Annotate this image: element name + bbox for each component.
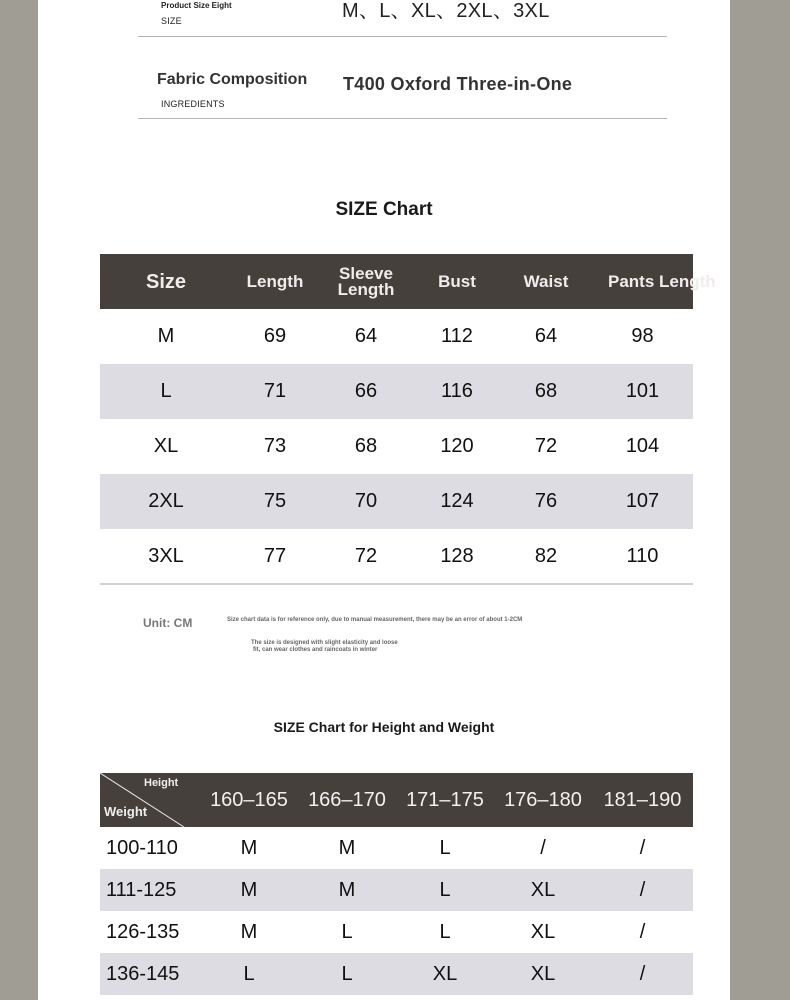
table-cell: L <box>439 878 451 901</box>
height-weight-table <box>100 773 693 995</box>
table-cell: 82 <box>534 544 558 567</box>
fabric-label-sub: INGREDIENTS <box>161 99 225 109</box>
table-cell: L <box>439 920 451 943</box>
size-label-sub: SIZE <box>161 16 182 26</box>
table-cell: L <box>341 962 353 985</box>
table-cell: 101 <box>625 380 660 402</box>
table-cell: 64 <box>534 325 558 347</box>
table-cell: 128 <box>440 544 474 567</box>
header-height-range: 176–180 <box>504 788 582 811</box>
table-cell: M <box>157 325 175 347</box>
size-label-top: Product Size Eight <box>161 1 232 10</box>
fit-note-line-2: fit, can wear clothes and raincoats in winter <box>253 647 378 653</box>
table-cell: M <box>240 920 258 943</box>
table-cell: L <box>439 836 451 859</box>
table-cell: XL <box>530 878 556 901</box>
table-row <box>100 309 693 364</box>
table-row <box>100 953 693 995</box>
header-bust: Bust <box>438 271 476 291</box>
table-cell: / <box>639 836 646 859</box>
weight-cell: 126-135 <box>106 920 180 943</box>
weight-cell: 111-125 <box>106 878 177 901</box>
table-cell: / <box>540 836 546 859</box>
table-cell: 76 <box>534 490 558 512</box>
corner-height-label: Height <box>144 777 179 789</box>
table-row <box>100 419 693 474</box>
table-cell: 2XL <box>148 490 184 512</box>
fabric-value: T400 Oxford Three-in-One <box>343 74 573 94</box>
table-cell: 66 <box>354 380 378 402</box>
table-cell: 116 <box>441 380 473 402</box>
table-cell: / <box>639 920 646 943</box>
table-cell: 69 <box>263 325 287 347</box>
table-cell: 124 <box>440 490 474 512</box>
size-value: M、L、XL、2XL、3XL <box>342 0 550 22</box>
table-cell: / <box>639 962 646 985</box>
divider <box>138 36 667 37</box>
header-height-range: 166–170 <box>308 788 386 811</box>
table-cell: M <box>240 836 258 859</box>
weight-cell: 136-145 <box>106 962 180 985</box>
corner-cell <box>100 773 200 827</box>
header-height-range: 181–190 <box>603 788 682 811</box>
table-cell: 70 <box>354 490 378 512</box>
hw-chart-title: SIZE Chart for Height and Weight <box>273 719 495 735</box>
table-row <box>100 474 693 529</box>
size-chart-header-row <box>100 254 693 309</box>
table-cell: 72 <box>534 435 558 457</box>
size-chart-title: SIZE Chart <box>335 199 433 220</box>
header-height-range: 171–175 <box>406 788 484 811</box>
table-cell: 64 <box>354 325 378 347</box>
table-cell: XL <box>153 435 179 457</box>
table-cell: 75 <box>263 490 287 512</box>
table-cell: / <box>639 878 646 901</box>
table-cell: 73 <box>263 435 287 457</box>
header-length: Length <box>246 271 304 291</box>
table-row <box>100 869 693 911</box>
unit-note: Unit: CM <box>143 616 193 630</box>
fabric-label: Fabric Composition <box>157 71 308 88</box>
table-cell: M <box>240 878 258 901</box>
table-cell: 68 <box>354 435 378 457</box>
table-row <box>100 827 693 869</box>
table-cell: M <box>338 836 356 859</box>
table-cell: 77 <box>263 544 287 567</box>
table-cell: 68 <box>534 380 558 402</box>
fit-note-line-1: The size is designed with slight elasticity and loose <box>251 640 398 646</box>
table-cell: 110 <box>626 544 659 567</box>
table-cell: XL <box>432 962 458 985</box>
table-row <box>100 529 693 584</box>
corner-weight-label: Weight <box>104 804 148 819</box>
header-size: Size <box>145 270 187 293</box>
table-cell: XL <box>530 920 556 943</box>
product-detail-page <box>38 0 730 1000</box>
weight-cell: 100-110 <box>106 836 178 859</box>
size-chart-table <box>100 254 716 585</box>
table-cell: 107 <box>625 490 660 512</box>
header-waist: Waist <box>523 271 569 291</box>
header-height-range: 160–165 <box>210 788 288 811</box>
table-cell: 98 <box>631 325 654 347</box>
table-row <box>100 911 693 953</box>
table-cell: 71 <box>263 380 287 402</box>
table-cell: L <box>160 380 172 402</box>
table-row <box>100 364 693 419</box>
table-cell: L <box>341 920 353 943</box>
table-cell: M <box>338 878 356 901</box>
table-cell: L <box>243 962 255 985</box>
divider <box>138 118 667 119</box>
table-cell: 72 <box>354 544 378 567</box>
header-sleeve-length: Sleeve Length <box>337 263 395 299</box>
table-cell: 3XL <box>148 544 184 567</box>
table-cell: 112 <box>441 325 473 347</box>
measurement-note: Size chart data is for reference only, due to manual measurement, there may be an error of about 1-2CM <box>227 617 523 623</box>
table-cell: 104 <box>625 435 660 457</box>
table-cell: XL <box>530 962 556 985</box>
hw-header-row <box>100 773 693 827</box>
table-cell: 120 <box>440 435 474 457</box>
header-pants-length: Pants Length <box>608 271 716 291</box>
